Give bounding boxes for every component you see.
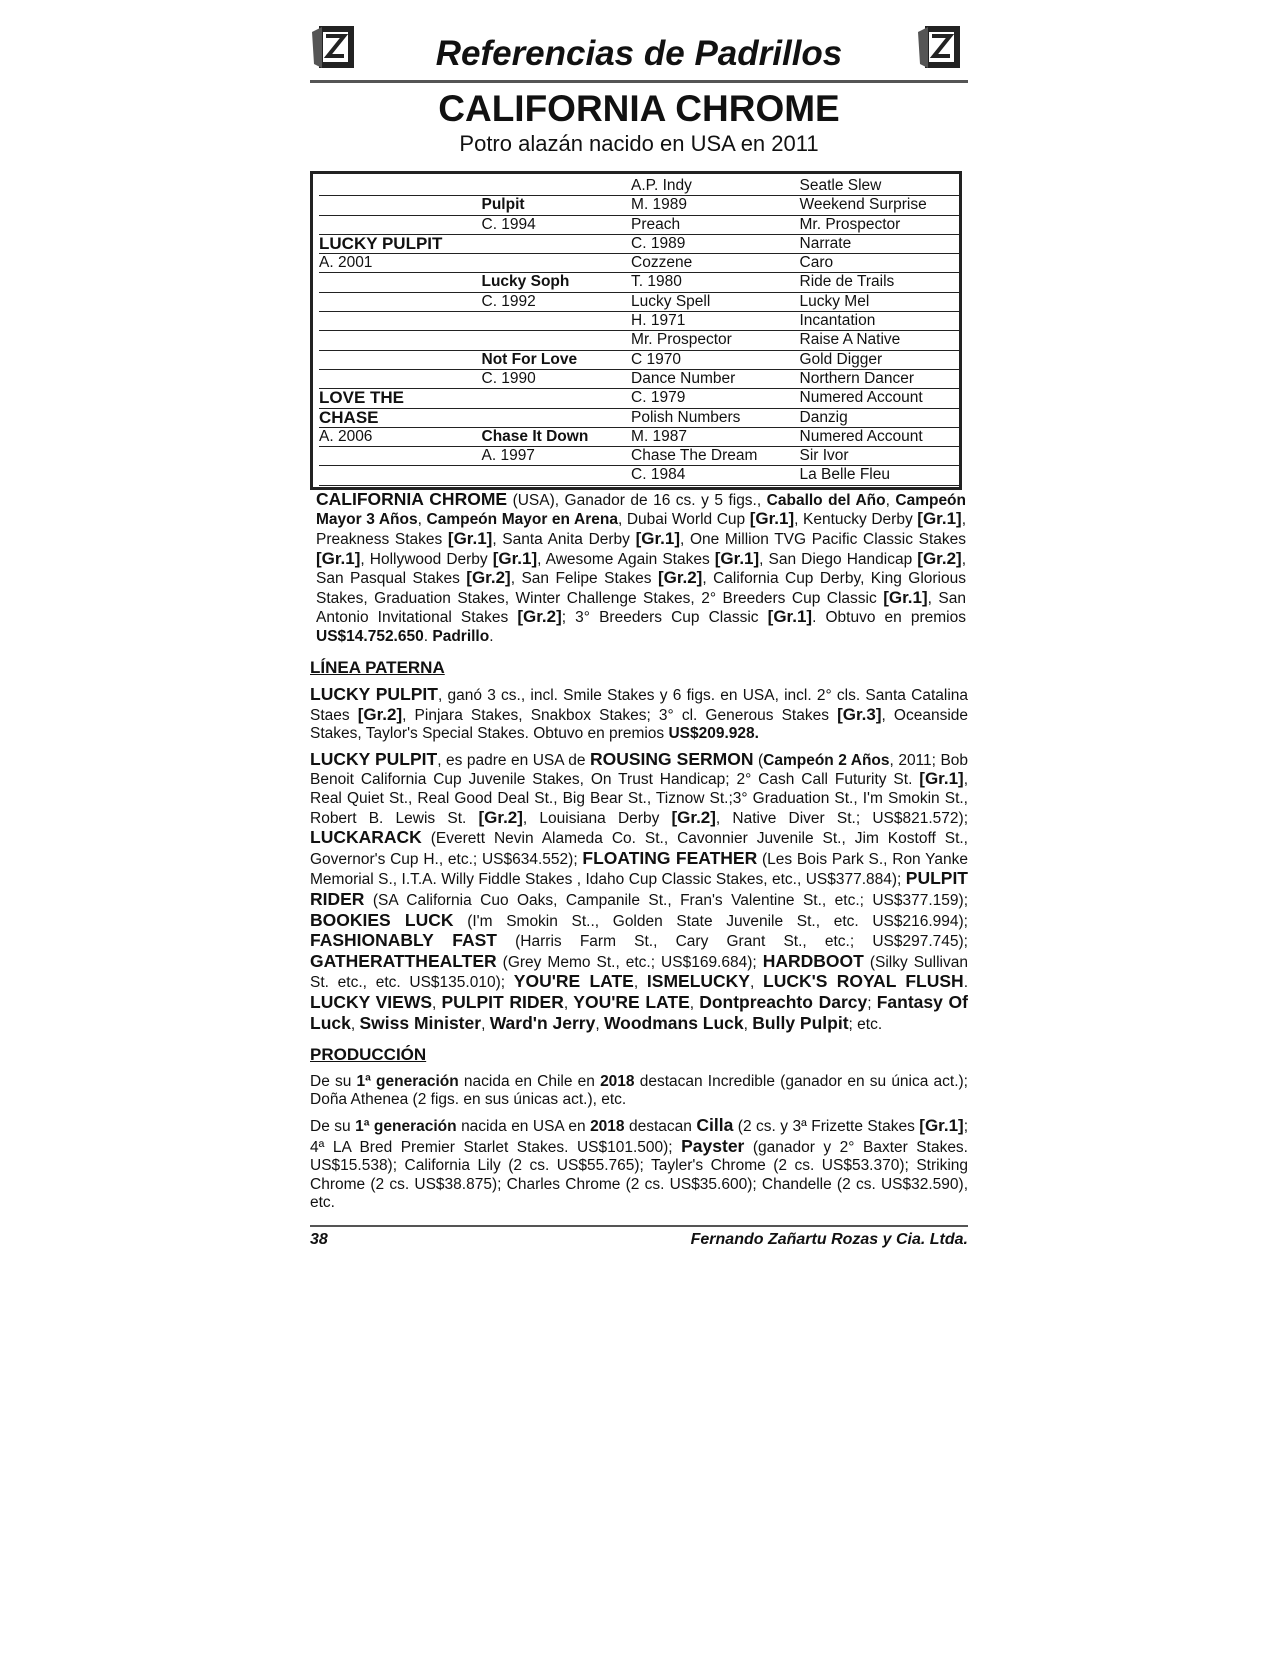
- pedigree-cell: [482, 254, 632, 273]
- pedigree-cell: A. 2001: [319, 254, 482, 273]
- pedigree-cell: LOVE THE: [319, 389, 482, 408]
- pedigree-cell: H. 1971: [631, 312, 799, 331]
- pedigree-row: [319, 351, 959, 370]
- pedigree-cell: M. 1989: [631, 196, 799, 215]
- pedigree-cell: [482, 331, 632, 350]
- pedigree-cell: Seatle Slew: [800, 177, 960, 196]
- pedigree-cell: Lucky Spell: [631, 293, 799, 312]
- pedigree-cell: C. 1992: [482, 293, 632, 312]
- pedigree-row: [319, 177, 959, 196]
- pedigree-row: [319, 370, 959, 389]
- pedigree-cell: [482, 312, 632, 331]
- pedigree-cell: Polish Numbers: [631, 409, 799, 428]
- pedigree-cell: LUCKY PULPIT: [319, 235, 482, 254]
- pedigree-cell: [319, 216, 482, 235]
- pedigree-cell: [482, 466, 632, 485]
- pedigree-cell: Northern Dancer: [800, 370, 960, 389]
- pedigree-cell: Chase It Down: [482, 428, 632, 447]
- page-footer: [310, 1225, 968, 1249]
- pedigree-cell: C. 1990: [482, 370, 632, 389]
- pedigree-cell: [319, 466, 482, 485]
- pedigree-table: [310, 171, 962, 490]
- pedigree-cell: [319, 370, 482, 389]
- pedigree-cell: La Belle Fleu: [800, 466, 960, 485]
- pedigree-row: [319, 389, 959, 408]
- pedigree-row: [319, 293, 959, 312]
- horse-subtitle: Potro alazán nacido en USA en 2011: [459, 131, 819, 156]
- pedigree-cell: [319, 177, 482, 196]
- pedigree-cell: [482, 409, 632, 428]
- production-chile: De su 1ª generación nacida en Chile en 2018 destacan Incredible (ganador en su única act.); Doña Athenea (2 figs. en sus únicas act.), etc.: [310, 1072, 968, 1109]
- section-linea-paterna: LÍNEA PATERNA: [310, 657, 445, 677]
- pedigree-cell: Lucky Soph: [482, 273, 632, 292]
- pedigree-cell: C 1970: [631, 351, 799, 370]
- pedigree-cell: Incantation: [800, 312, 960, 331]
- pedigree-cell: CHASE: [319, 409, 482, 428]
- pedigree-cell: A. 2006: [319, 428, 482, 447]
- pedigree-cell: [319, 331, 482, 350]
- description: [310, 490, 968, 1213]
- pedigree-cell: A. 1997: [482, 447, 632, 466]
- pedigree-row: [319, 196, 959, 215]
- pedigree-cell: Chase The Dream: [631, 447, 799, 466]
- pedigree-cell: Danzig: [800, 409, 960, 428]
- pedigree-cell: Ride de Trails: [800, 273, 960, 292]
- page-number: 38: [310, 1230, 328, 1248]
- pedigree-row: [319, 312, 959, 331]
- page: [310, 20, 968, 1249]
- pedigree-cell: Caro: [800, 254, 960, 273]
- pedigree-row: [319, 273, 959, 292]
- pedigree-cell: Raise A Native: [800, 331, 960, 350]
- pedigree-row: [319, 409, 959, 428]
- pedigree-cell: C. 1989: [631, 235, 799, 254]
- pedigree-cell: [319, 312, 482, 331]
- pedigree-cell: T. 1980: [631, 273, 799, 292]
- pedigree-cell: [319, 351, 482, 370]
- pedigree-row: [319, 466, 959, 485]
- pedigree-row: [319, 447, 959, 466]
- pedigree-cell: A.P. Indy: [631, 177, 799, 196]
- pedigree-cell: Pulpit: [482, 196, 632, 215]
- pedigree-cell: Numered Account: [800, 428, 960, 447]
- pedigree-cell: Narrate: [800, 235, 960, 254]
- pedigree-cell: Mr. Prospector: [631, 331, 799, 350]
- pedigree-cell: [319, 196, 482, 215]
- pedigree-row: [319, 331, 959, 350]
- page-header: [310, 20, 968, 83]
- brand-logo-icon: [916, 24, 962, 70]
- pedigree-cell: Not For Love: [482, 351, 632, 370]
- pedigree-cell: Dance Number: [631, 370, 799, 389]
- pedigree-cell: [319, 293, 482, 312]
- pedigree-cell: C. 1984: [631, 466, 799, 485]
- pedigree-cell: Preach: [631, 216, 799, 235]
- pedigree-row: [319, 428, 959, 447]
- pedigree-row: [319, 235, 959, 254]
- horse-name: CALIFORNIA CHROME: [438, 88, 840, 129]
- pedigree-cell: [482, 389, 632, 408]
- pedigree-cell: Weekend Surprise: [800, 196, 960, 215]
- pedigree-cell: M. 1987: [631, 428, 799, 447]
- pedigree-cell: [482, 235, 632, 254]
- pedigree-cell: Gold Digger: [800, 351, 960, 370]
- pedigree-row: [319, 254, 959, 273]
- pedigree-cell: Lucky Mel: [800, 293, 960, 312]
- pedigree-cell: Numered Account: [800, 389, 960, 408]
- pedigree-cell: Cozzene: [631, 254, 799, 273]
- race-record: CALIFORNIA CHROME (USA), Ganador de 16 cs. y 5 figs., Caballo del Año, Campeón Mayor 3 Años, Campeón Mayor en Arena, Dubai World Cup [Gr.1], Kentucky Derby [Gr.1], Preakness Stakes [Gr.1], Santa Anita Derby [Gr.1], One Million TVG Pacific Classic Stakes [Gr.1], Hollywood Derby [Gr.1], Awesome Again Stakes [Gr.1], San Diego Handicap [Gr.2], San Pasqual Stakes [Gr.2], San Felipe Stakes [Gr.2], California Cup Derby, King Glorious Stakes, Graduation Stakes, Winter Challenge Stakes, 2° Breeders Cup Classic [Gr.1], San Antonio Invitational Stakes [Gr.2]; 3° Breeders Cup Classic [Gr.1]. Obtuvo en premios US$14.752.650. Padrillo.: [316, 488, 967, 645]
- sire-record: LUCKY PULPIT, ganó 3 cs., incl. Smile Stakes y 6 figs. en USA, incl. 2° cls. Santa Catalina Staes [Gr.2], Pinjara Stakes, Snakbox Stakes; 3° cl. Generous Stakes [Gr.3], Oceanside Stakes, Taylor's Special Stakes. Obtuvo en premios US$209.928.: [310, 684, 969, 743]
- section-produccion: PRODUCCIÓN: [310, 1045, 427, 1065]
- sire-progeny: LUCKY PULPIT, es padre en USA de ROUSING SERMON (Campeón 2 Años, 2011; Bob Benoit California Cup Juvenile Stakes, On Trust Handicap; 2° Cash Call Futurity St. [Gr.1], Real Quiet St., Real Good Deal St., Big Bear St., Tiznow St.;3° Graduation St., I'm Smokin St., Robert B. Lewis St. [Gr.2], Louisiana Derby [Gr.2], Native Diver St.; US$821.572); LUCKARACK (Everett Nevin Alameda Co. St., Cavonnier Juvenile St., Jim Kostoff St., Governor's Cup H., etc.; US$634.552); FLOATING FEATHER (Les Bois Park S., Ron Yanke Memorial S., I.T.A. Willy Fiddle Stakes , Idaho Cup Classic Stakes, etc., US$377.884); PULPIT RIDER (SA California Cuo Oaks, Campanile St., Fran's Valentine St., etc.; US$377.159); BOOKIES LUCK (I'm Smokin St.., Golden State Juvenile St., etc. US$216.994); FASHIONABLY FAST (Harris Farm St., Cary Grant St., etc.; US$297.745); GATHERATTHEALTER (Grey Memo St., etc.; US$169.684); HARDBOOT (Silky Sullivan St. etc., etc. US$135.010); YOU'RE LATE, ISMELUCKY, LUCK'S ROYAL FLUSH. LUCKY VIEWS, PULPIT RIDER, YOU'RE LATE, Dontpreachto Darcy; Fantasy Of Luck, Swiss Minister, Ward'n Jerry, Woodmans Luck, Bully Pulpit; etc.: [310, 748, 969, 1033]
- production-usa: De su 1ª generación nacida en USA en 2018 destacan Cilla (2 cs. y 3ª Frizette Stakes [Gr.1]; 4ª LA Bred Premier Starlet Stakes. US$101.500); Payster (ganador y 2° Baxter Stakes. US$15.538); California Lily (2 cs. US$55.765); Tayler's Chrome (2 cs. US$53.370); Striking Chrome (2 cs. US$38.875); Charles Chrome (2 cs. US$35.600); Chandelle (2 cs. US$32.590), etc.: [310, 1114, 968, 1212]
- pedigree-cell: Sir Ivor: [800, 447, 960, 466]
- pedigree-cell: [319, 273, 482, 292]
- pedigree-cell: [482, 177, 632, 196]
- pedigree-cell: Mr. Prospector: [800, 216, 960, 235]
- header-title: Referencias de Padrillos: [435, 34, 843, 73]
- pedigree-cell: C. 1994: [482, 216, 632, 235]
- pedigree-cell: [319, 447, 482, 466]
- footer-company: Fernando Zañartu Rozas y Cia. Ltda.: [690, 1230, 968, 1248]
- pedigree-row: [319, 216, 959, 235]
- pedigree-cell: C. 1979: [631, 389, 799, 408]
